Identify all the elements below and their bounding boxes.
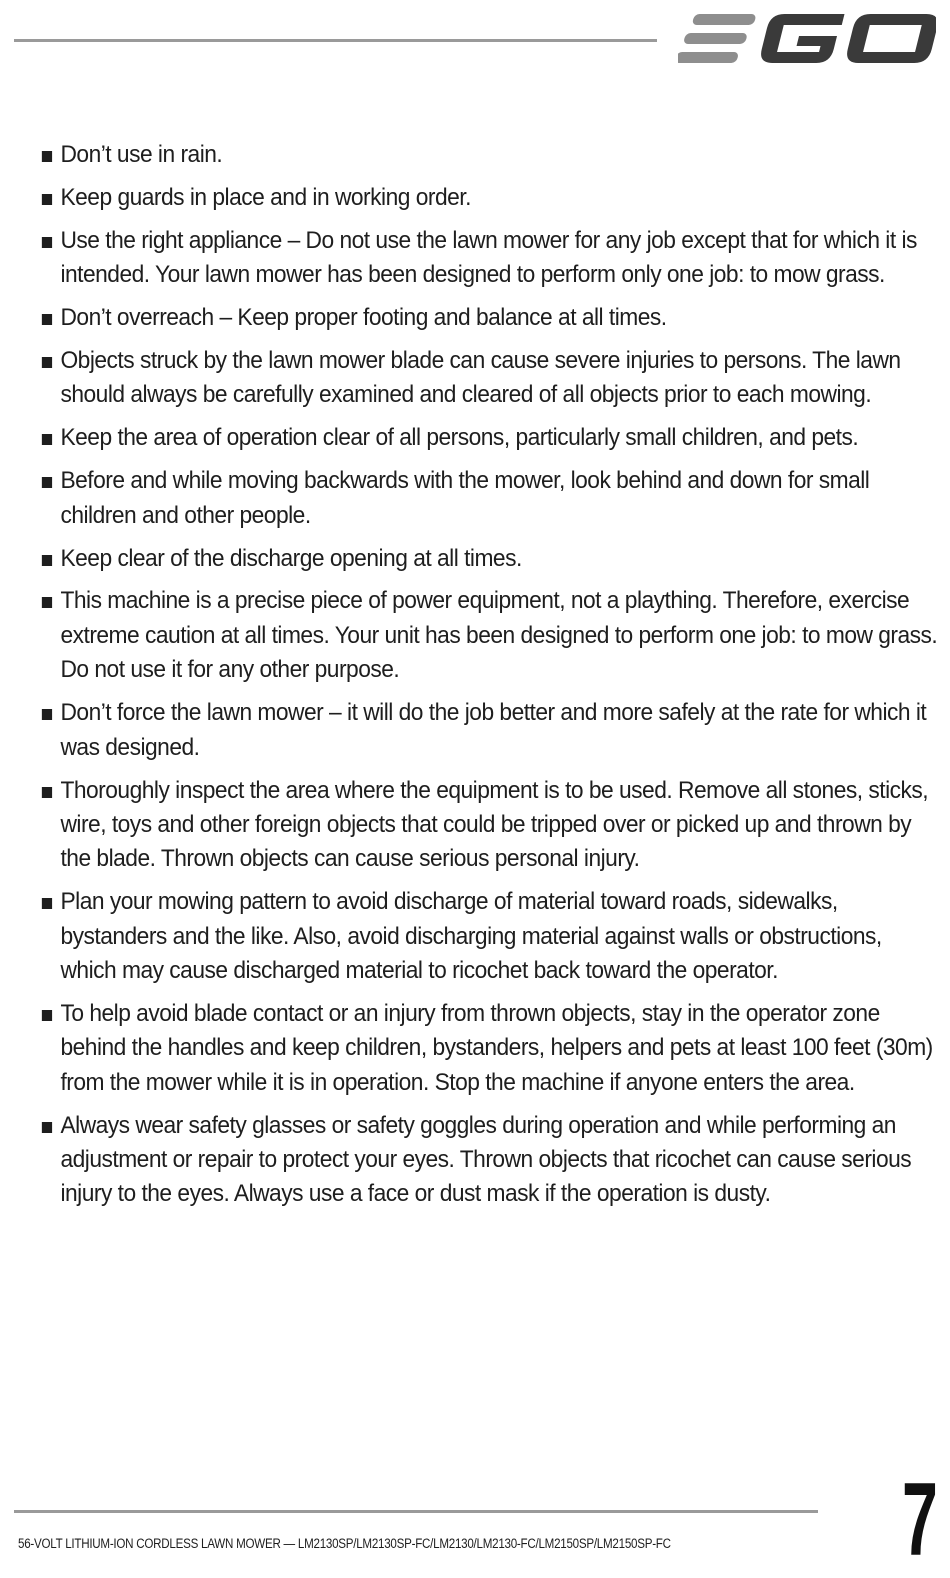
bullet-text: Plan your mowing pattern to avoid discharge of material toward roads, sidewalks, bystanders and the like. Also, avoid discharging material against walls or obstructions, which may cause discharged material to ricochet back toward the operator. [60, 888, 882, 985]
footer-rule [14, 1510, 818, 1513]
list-item [40, 997, 939, 1100]
list-item [40, 224, 939, 293]
list-item [40, 696, 939, 765]
bullet-square-icon [42, 555, 52, 566]
bullet-text: Always wear safety glasses or safety goggles during operation and while performing an adjustment or repair to protect your eyes. Thrown objects that ricochet can cause serious injury to the eyes. Always use a face or dust mask if the operation is dusty. [60, 1111, 912, 1208]
list-item [40, 774, 939, 877]
safety-bullet-list [40, 138, 942, 1220]
bullet-square-icon [42, 357, 52, 368]
footer-model-text: 56-VOLT LITHIUM-ION CORDLESS LAWN MOWER — LM2130SP/LM2130SP-FC/LM2130/LM2130-FC/LM2150SP/LM2150SP-FC [18, 1536, 671, 1551]
bullet-text: Thoroughly inspect the area where the equipment is to be used. Remove all stones, sticks, wire, toys and other foreign objects that could be tripped over or picked up and thrown by the blade. Thrown objects can cause serious personal injury. [60, 776, 929, 873]
bullet-text: Keep guards in place and in working order. [60, 183, 471, 211]
list-item [40, 885, 939, 988]
bullet-text: This machine is a precise piece of power equipment, not a plaything. Therefore, exercise extreme caution at all times. Your unit has been designed to perform one job: to mow grass. Do not use it for any other purpose. [60, 587, 938, 684]
list-item [40, 1109, 939, 1212]
bullet-text: Don’t overreach – Keep proper footing and balance at all times. [60, 304, 667, 332]
bullet-text: Before and while moving backwards with the mower, look behind and down for small children and other people. [60, 467, 870, 529]
bullet-square-icon [42, 237, 52, 248]
list-item [40, 344, 939, 413]
bullet-square-icon [42, 898, 52, 909]
list-item [40, 421, 939, 455]
bullet-text: Don’t force the lawn mower – it will do the job better and more safely at the rate for which it was designed. [60, 699, 927, 761]
bullet-square-icon [42, 709, 52, 720]
bullet-square-icon [42, 151, 52, 162]
bullet-text: Objects struck by the lawn mower blade can cause severe injuries to persons. The lawn should always be carefully examined and cleared of all objects prior to each mowing. [60, 347, 901, 409]
bullet-square-icon [42, 477, 52, 488]
page-number: 7 [902, 1462, 938, 1578]
list-item [40, 464, 939, 533]
bullet-text: Keep clear of the discharge opening at all times. [60, 544, 522, 572]
ego-logo [678, 8, 936, 70]
bullet-text: Keep the area of operation clear of all persons, particularly small children, and pets. [60, 424, 859, 452]
bullet-square-icon [42, 787, 52, 798]
bullet-square-icon [42, 434, 52, 445]
list-item [40, 301, 939, 335]
list-item [40, 181, 939, 215]
bullet-square-icon [42, 194, 52, 205]
bullet-square-icon [42, 314, 52, 325]
bullet-square-icon [42, 1122, 52, 1133]
bullet-text: Use the right appliance – Do not use the lawn mower for any job except that for which it is intended. Your lawn mower has been designed to perform only one job: to mow grass. [60, 226, 917, 289]
list-item [40, 584, 939, 687]
list-item [40, 542, 939, 576]
header-rule [14, 39, 657, 42]
bullet-square-icon [42, 597, 52, 608]
bullet-square-icon [42, 1010, 52, 1021]
bullet-text: Don’t use in rain. [60, 141, 223, 168]
bullet-text: To help avoid blade contact or an injury from thrown objects, stay in the operator zone behind the handles and keep children, bystanders, helpers and pets at least 100 feet (30m) from the mower while it is in operation. Stop the machine if anyone enters the area. [60, 999, 933, 1096]
list-item [40, 138, 939, 172]
